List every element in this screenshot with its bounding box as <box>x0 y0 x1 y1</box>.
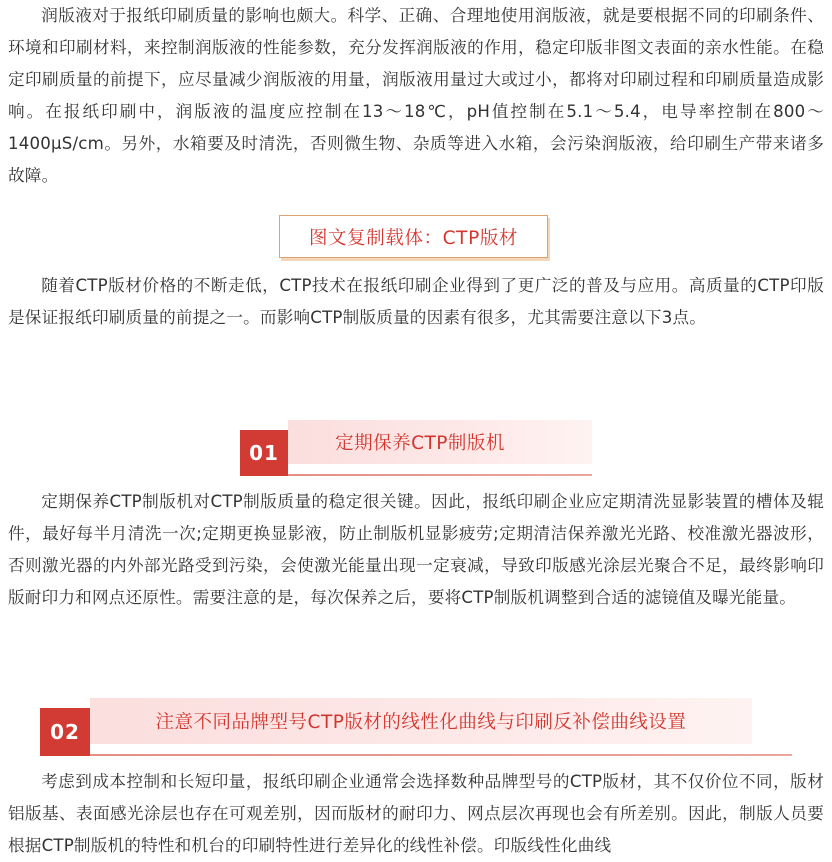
section-heading-02-title: 注意不同品牌型号CTP版材的线性化曲线与印刷反补偿曲线设置 <box>155 712 687 733</box>
heading-ctp-plate-label: 图文复制载体：CTP版材 <box>308 227 519 249</box>
paragraph-plate-brands: 考虑到成本控制和长短印量，报纸印刷企业通常会选择数种品牌型号的CTP版材，其不仅价位不同，版材铝版基、表面感光涂层也存在可观差别，因而版材的耐印力、网点层次再现也会有所差别。因此，制版人员要根据CTP制版机的特性和机台的印刷特性进行差异化的线性补偿。印版线性化曲线 <box>8 772 824 855</box>
paragraph-ctp-intro: 随着CTP版材价格的不断走低，CTP技术在报纸印刷企业得到了更广泛的普及与应用。高质量的CTP印版是保证报纸印刷质量的前提之一。而影响CTP制版质量的因素有很多，尤其需要注意以下3点。 <box>8 276 824 327</box>
section-number-02: 02 <box>40 708 90 756</box>
section-heading-02-band <box>90 698 752 744</box>
paragraph-fountain-solution: 润版液对于报纸印刷质量的影响也颇大。科学、正确、合理地使用润版液，就是要根据不同的印刷条件、环境和印刷材料，来控制润版液的性能参数，充分发挥润版液的作用，稳定印版非图文表面的亲水性能。在稳定印刷质量的前提下，应尽量减少润版液的用量，润版液用量过大或过小，都将对印刷过程和印刷质量造成影响。在报纸印刷中，润版液的温度应控制在13～18℃，pH值控制在5.1～5.4，电导率控制在800～1400μS/cm。另外，水箱要及时清洗，否则微生物、杂质等进入水箱，会污染润版液，给印刷生产带来诸多故障。 <box>8 6 824 185</box>
section-number-01: 01 <box>240 430 288 476</box>
section-heading-02-underline <box>90 754 792 756</box>
section-heading-01-title: 定期保养CTP制版机 <box>335 433 505 454</box>
heading-ctp-plate <box>279 215 548 258</box>
section-heading-02 <box>40 698 792 756</box>
section-heading-01 <box>240 420 592 476</box>
section-heading-01-band <box>288 420 592 464</box>
section-heading-01-underline <box>288 474 592 476</box>
paragraph-maintenance: 定期保养CTP制版机对CTP制版质量的稳定很关键。因此，报纸印刷企业应定期清洗显影装置的槽体及辊件，最好每半月清洗一次;定期更换显影液，防止制版机显影疲劳;定期清洁保养激光光路、校准激光器波形，否则激光器的内外部光路受到污染，会使激光能量出现一定衰减，导致印版感光涂层光聚合不足，最终影响印版耐印力和网点还原性。需要注意的是，每次保养之后，要将CTP制版机调整到合适的滤镜值及曝光能量。 <box>8 492 824 607</box>
